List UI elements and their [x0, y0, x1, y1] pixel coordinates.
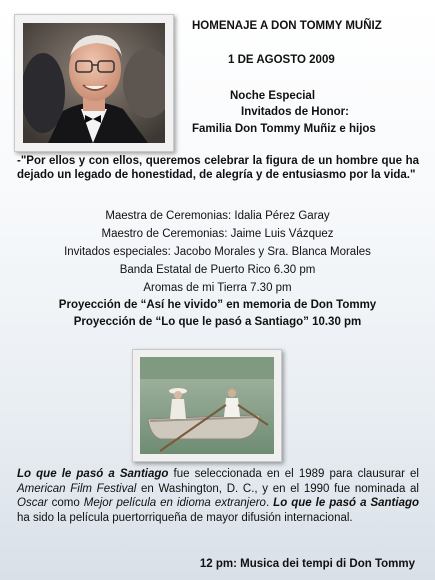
tribute-quote: -"Por ellos y con ellos, queremos celebrar la figura de un hombre que ha dejado un legado de honestidad, de alegría y de entusiasmo por la vida." — [17, 155, 419, 181]
film-text-2: en Washington, D. C., y en el 1990 fue nominada al — [136, 482, 419, 495]
screening-line-1: Proyección de “Así he vivido” en memoria de Don Tommy — [58, 299, 377, 311]
footer-music-line: 12 pm: Musica dei tempi di Don Tommy — [199, 558, 415, 570]
special-night: Noche Especial — [230, 90, 316, 102]
aromas-line: Aromas de mi Tierra 7.30 pm — [143, 282, 292, 294]
portrait-image — [23, 23, 165, 143]
guests-of-honor: Invitados de Honor: — [241, 106, 349, 118]
mc-line-1: Maestra de Ceremonias: Idalia Pérez Garay — [105, 210, 330, 222]
film-text-1: fue seleccionada en el 1989 para clausurar el — [168, 468, 419, 480]
portrait-photo — [14, 14, 174, 152]
film-paragraph — [17, 467, 419, 525]
event-date: 1 DE AGOSTO 2009 — [228, 54, 335, 66]
film-text-5: ha sido la película puertorriqueña de mayor difusión internacional. — [17, 511, 353, 524]
film-still — [132, 349, 282, 462]
award-category: Mejor película en idioma extranjero — [83, 497, 266, 509]
oscar-name: Oscar — [17, 497, 48, 509]
screening-line-2: Proyección de “Lo que le pasó a Santiago” 10.30 pm — [73, 316, 362, 328]
special-guests-line: Invitados especiales: Jacobo Morales y Sra. Blanca Morales — [64, 246, 371, 258]
festival-name: American Film Festival — [17, 482, 137, 495]
band-line: Banda Estatal de Puerto Rico 6.30 pm — [119, 264, 316, 276]
film-title: Lo que le pasó a Santiago — [17, 468, 169, 480]
film-title-2: Lo que le pasó a Santiago — [273, 497, 420, 509]
film-still-image — [140, 357, 274, 454]
event-title: HOMENAJE A DON TOMMY MUÑIZ — [192, 20, 382, 32]
mc-line-2: Maestro de Ceremonias: Jaime Luis Vázquez — [101, 228, 334, 240]
honor-family: Familia Don Tommy Muñiz e hijos — [192, 123, 376, 135]
film-text-3: como — [47, 497, 84, 509]
film-text-4: . — [265, 497, 274, 509]
